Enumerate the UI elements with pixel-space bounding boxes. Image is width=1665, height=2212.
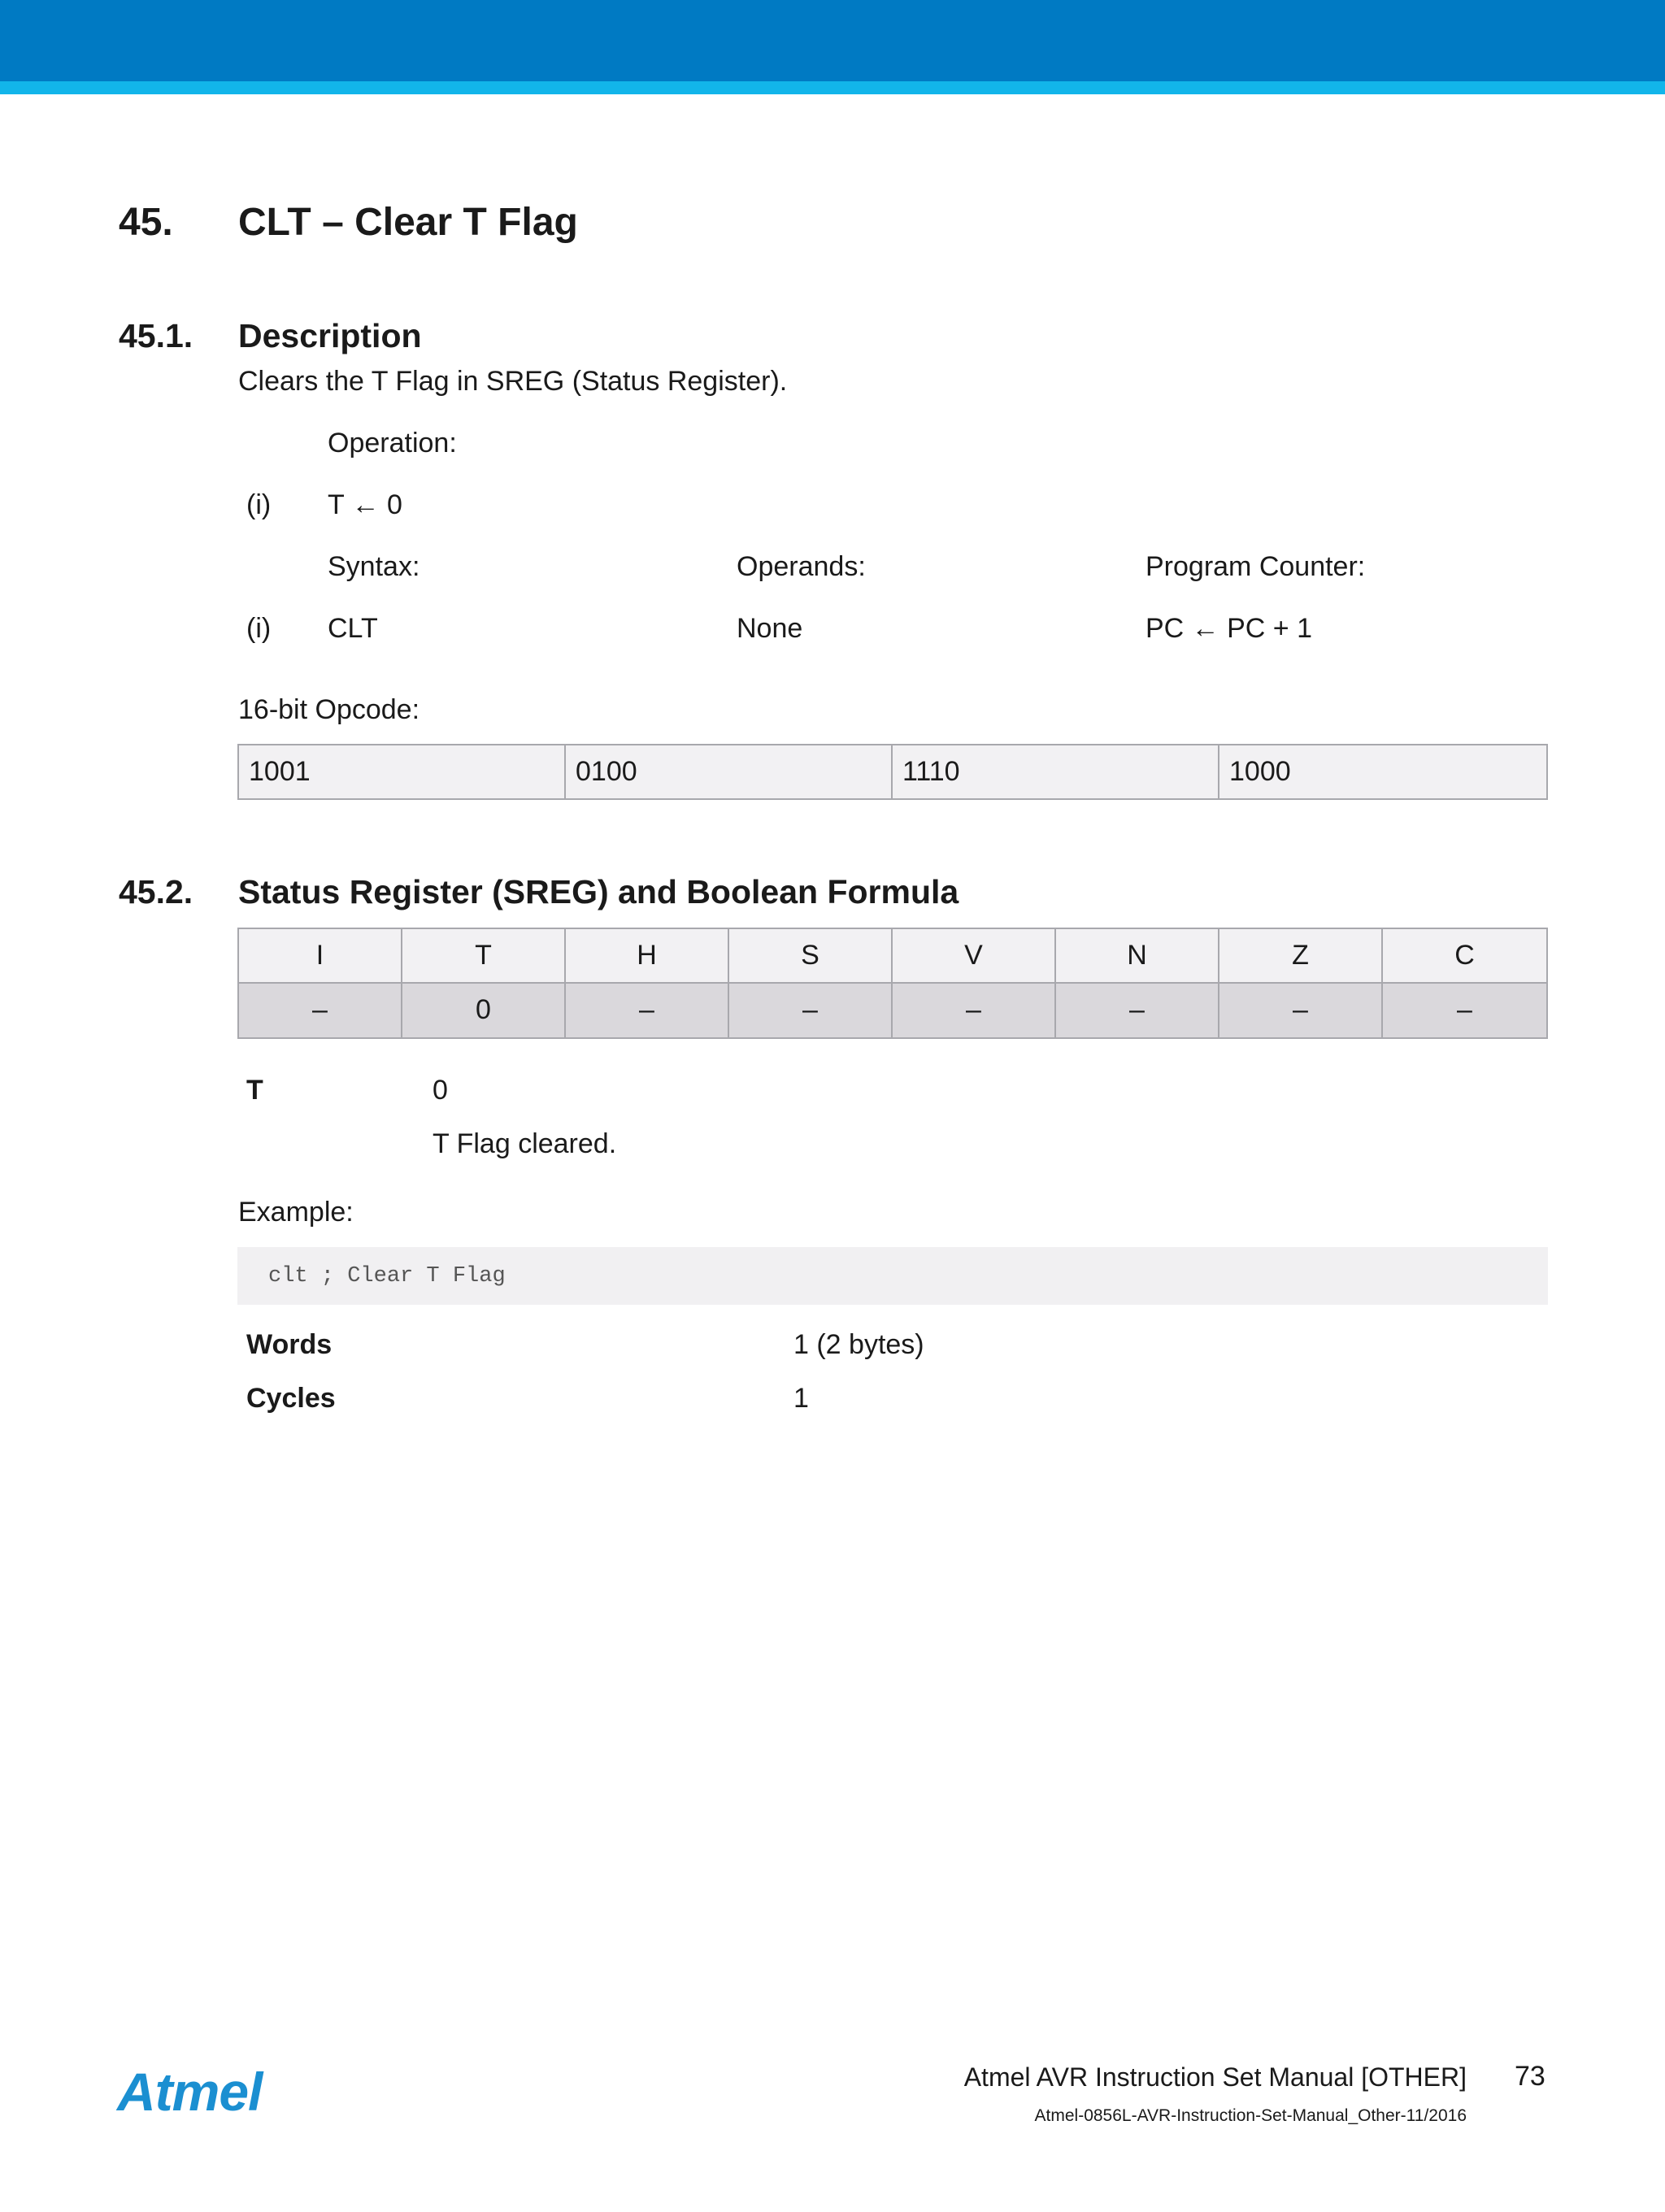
sreg-flag-header: H — [566, 929, 729, 984]
footer-document-id: Atmel-0856L-AVR-Instruction-Set-Manual_Other-11/2016 — [1034, 2106, 1467, 2125]
sreg-flag-value: – — [893, 984, 1056, 1038]
subsection-number-sreg: 45.2. — [119, 873, 193, 910]
header-bar — [0, 0, 1665, 81]
sreg-flag-value: – — [1219, 984, 1383, 1038]
subsection-number-description: 45.1. — [119, 317, 193, 354]
sreg-flag-header: I — [239, 929, 402, 984]
opcode-cell: 0100 — [566, 745, 893, 798]
sreg-flag-value: 0 — [402, 984, 566, 1038]
subsection-title-sreg: Status Register (SREG) and Boolean Formula — [238, 873, 959, 910]
flag-description: T Flag cleared. — [433, 1128, 617, 1159]
sreg-flag-header: S — [729, 929, 893, 984]
operands-label: Operands: — [737, 551, 866, 582]
atmel-logo: Atmel — [117, 2062, 263, 2122]
page-number: 73 — [1515, 2061, 1545, 2092]
cycles-label: Cycles — [246, 1383, 336, 1414]
example-code: clt ; Clear T Flag — [237, 1247, 1548, 1305]
opcode-cell: 1001 — [239, 745, 566, 798]
sreg-flag-value: – — [729, 984, 893, 1038]
sreg-flag-header: Z — [1219, 929, 1383, 984]
sreg-flag-header: T — [402, 929, 566, 984]
header-stripe — [0, 81, 1665, 94]
opcode-cell: 1110 — [893, 745, 1219, 798]
sreg-flag-header: V — [893, 929, 1056, 984]
sreg-flag-header: N — [1056, 929, 1219, 984]
opcode-label: 16-bit Opcode: — [238, 694, 420, 725]
program-counter-label: Program Counter: — [1146, 551, 1366, 582]
syntax-index: (i) — [246, 613, 272, 644]
subsection-title-description: Description — [238, 317, 422, 354]
opcode-table — [237, 744, 1548, 800]
section-number: 45. — [119, 201, 173, 244]
sreg-flag-value: – — [239, 984, 402, 1038]
footer-manual-title: Atmel AVR Instruction Set Manual [OTHER] — [963, 2062, 1467, 2092]
words-label: Words — [246, 1329, 333, 1360]
syntax-label: Syntax: — [328, 551, 420, 582]
sreg-flag-value: – — [1056, 984, 1219, 1038]
words-value: 1 (2 bytes) — [793, 1329, 924, 1360]
section-title: CLT – Clear T Flag — [238, 201, 578, 244]
sreg-flag-header: C — [1383, 929, 1546, 984]
sreg-flag-value: – — [1383, 984, 1546, 1038]
sreg-flag-value: – — [566, 984, 729, 1038]
operation-index: (i) — [246, 489, 272, 520]
flag-value: 0 — [433, 1075, 448, 1106]
syntax-value: CLT — [328, 613, 378, 644]
description-text: Clears the T Flag in SREG (Status Register). — [238, 366, 788, 397]
operands-value: None — [737, 613, 803, 644]
example-label: Example: — [238, 1197, 354, 1228]
opcode-cell: 1000 — [1229, 756, 1291, 787]
program-counter-value: PC ← PC + 1 — [1146, 613, 1313, 644]
operation-label: Operation: — [328, 428, 457, 458]
sreg-table — [237, 928, 1548, 1039]
cycles-value: 1 — [793, 1383, 809, 1414]
operation-formula: T ← 0 — [328, 489, 402, 520]
flag-name: T — [246, 1075, 263, 1106]
